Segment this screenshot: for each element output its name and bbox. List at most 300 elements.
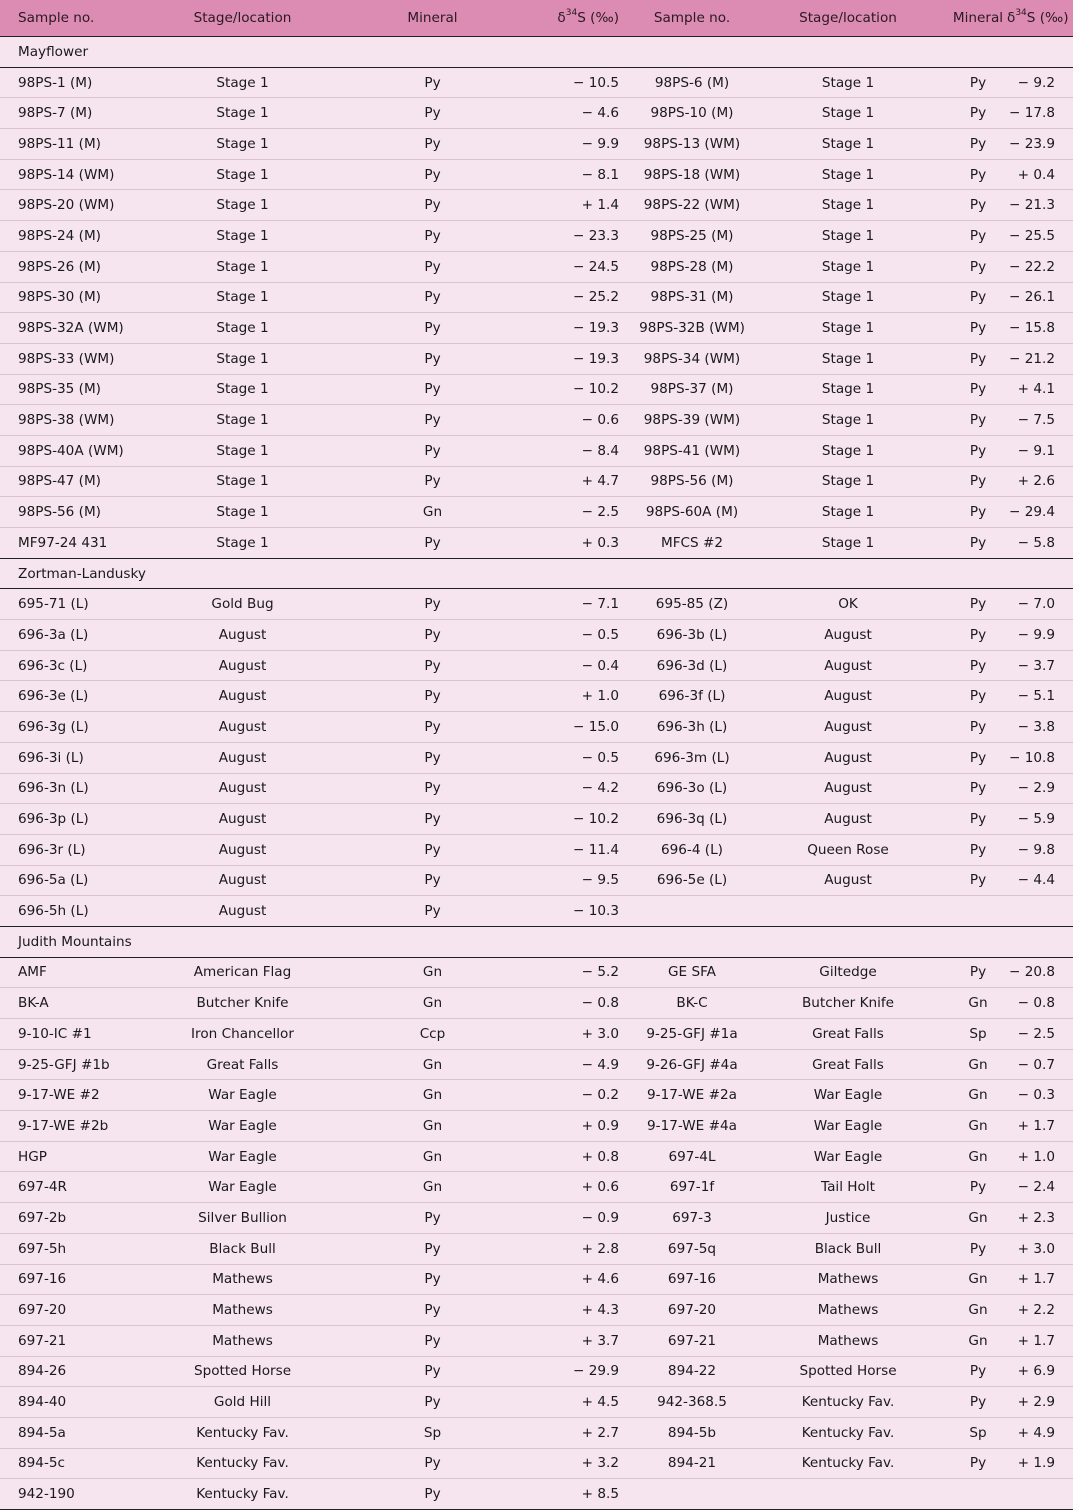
cell-mineral: Py xyxy=(365,282,500,313)
cell-delta34s: − 0.4 xyxy=(500,650,637,681)
cell-mineral-2: Py xyxy=(949,251,1007,282)
table-row xyxy=(0,589,1073,620)
cell-sample-no: 98PS-24 (M) xyxy=(0,221,120,252)
cell-stage-location-2: Kentucky Fav. xyxy=(747,1417,949,1448)
cell-mineral: Gn xyxy=(365,1172,500,1203)
cell-delta34s: − 25.2 xyxy=(500,282,637,313)
cell-sample-no-2: 696-3h (L) xyxy=(637,712,747,743)
cell-stage-location-2: Black Bull xyxy=(747,1233,949,1264)
cell-sample-no: 894-5c xyxy=(0,1448,120,1479)
cell-sample-no: 696-3g (L) xyxy=(0,712,120,743)
header-mineral-2: Mineral xyxy=(949,0,1007,37)
cell-stage-location: August xyxy=(120,834,365,865)
cell-mineral-2: Py xyxy=(949,374,1007,405)
cell-mineral: Py xyxy=(365,435,500,466)
cell-stage-location-2: Tail Holt xyxy=(747,1172,949,1203)
cell-delta34s-2: − 4.4 xyxy=(1007,865,1073,896)
cell-mineral: Py xyxy=(365,1356,500,1387)
cell-delta34s: − 9.5 xyxy=(500,865,637,896)
cell-delta34s-2: − 23.9 xyxy=(1007,129,1073,160)
cell-delta34s: − 11.4 xyxy=(500,834,637,865)
cell-sample-no: 697-4R xyxy=(0,1172,120,1203)
cell-sample-no-2 xyxy=(637,1479,747,1510)
cell-stage-location: Stage 1 xyxy=(120,282,365,313)
cell-delta34s-2: − 15.8 xyxy=(1007,313,1073,344)
section-row xyxy=(0,37,1073,68)
cell-stage-location: Stage 1 xyxy=(120,374,365,405)
cell-mineral-2: Py xyxy=(949,67,1007,98)
cell-sample-no-2: 696-4 (L) xyxy=(637,834,747,865)
cell-mineral-2: Py xyxy=(949,1387,1007,1418)
cell-stage-location: Stage 1 xyxy=(120,67,365,98)
header-sample-no: Sample no. xyxy=(0,0,120,37)
cell-mineral-2: Py xyxy=(949,159,1007,190)
header-delta34s: $\delta^{34}S$ (‰) xyxy=(500,0,637,37)
cell-delta34s-2: + 2.9 xyxy=(1007,1387,1073,1418)
cell-delta34s-2: − 26.1 xyxy=(1007,282,1073,313)
cell-delta34s-2: + 1.7 xyxy=(1007,1264,1073,1295)
cell-stage-location-2: Stage 1 xyxy=(747,435,949,466)
cell-sample-no-2: 697-4L xyxy=(637,1141,747,1172)
cell-sample-no-2: 9-17-WE #2a xyxy=(637,1080,747,1111)
table-row xyxy=(0,1479,1073,1510)
cell-delta34s-2: + 1.9 xyxy=(1007,1448,1073,1479)
table-row xyxy=(0,1233,1073,1264)
cell-mineral-2: Gn xyxy=(949,1295,1007,1326)
cell-sample-no-2: 98PS-25 (M) xyxy=(637,221,747,252)
cell-mineral-2: Py xyxy=(949,650,1007,681)
cell-sample-no: 697-2b xyxy=(0,1203,120,1234)
cell-sample-no-2: 98PS-13 (WM) xyxy=(637,129,747,160)
cell-stage-location: Stage 1 xyxy=(120,497,365,528)
cell-delta34s: − 0.5 xyxy=(500,620,637,651)
cell-sample-no-2: 697-21 xyxy=(637,1325,747,1356)
cell-delta34s: − 10.2 xyxy=(500,804,637,835)
cell-mineral: Gn xyxy=(365,1049,500,1080)
cell-stage-location-2: Mathews xyxy=(747,1295,949,1326)
cell-delta34s: − 0.8 xyxy=(500,988,637,1019)
cell-sample-no-2: 697-3 xyxy=(637,1203,747,1234)
cell-delta34s-2: − 3.7 xyxy=(1007,650,1073,681)
cell-stage-location: Spotted Horse xyxy=(120,1356,365,1387)
cell-stage-location-2: Stage 1 xyxy=(747,374,949,405)
cell-sample-no-2: 696-3o (L) xyxy=(637,773,747,804)
cell-sample-no: 98PS-7 (M) xyxy=(0,98,120,129)
cell-mineral-2: Py xyxy=(949,712,1007,743)
cell-delta34s-2: − 5.1 xyxy=(1007,681,1073,712)
cell-delta34s: − 19.3 xyxy=(500,313,637,344)
cell-delta34s-2: − 21.2 xyxy=(1007,343,1073,374)
table-row xyxy=(0,1080,1073,1111)
cell-mineral-2: Py xyxy=(949,313,1007,344)
cell-mineral: Py xyxy=(365,374,500,405)
table-row xyxy=(0,67,1073,98)
cell-mineral-2: Py xyxy=(949,1356,1007,1387)
table-row xyxy=(0,1049,1073,1080)
cell-mineral: Gn xyxy=(365,1141,500,1172)
table-row xyxy=(0,435,1073,466)
cell-delta34s-2: − 29.4 xyxy=(1007,497,1073,528)
cell-stage-location: August xyxy=(120,865,365,896)
cell-delta34s-2: − 25.5 xyxy=(1007,221,1073,252)
cell-sample-no-2: 98PS-41 (WM) xyxy=(637,435,747,466)
cell-mineral-2: Py xyxy=(949,620,1007,651)
cell-delta34s-2: − 2.5 xyxy=(1007,1019,1073,1050)
table-row xyxy=(0,251,1073,282)
table-row xyxy=(0,1172,1073,1203)
cell-stage-location: Stage 1 xyxy=(120,343,365,374)
table-row xyxy=(0,1448,1073,1479)
cell-stage-location-2: Mathews xyxy=(747,1325,949,1356)
cell-mineral-2: Py xyxy=(949,435,1007,466)
cell-stage-location-2: Stage 1 xyxy=(747,159,949,190)
cell-stage-location: Black Bull xyxy=(120,1233,365,1264)
cell-delta34s: − 10.3 xyxy=(500,896,637,927)
cell-stage-location: War Eagle xyxy=(120,1172,365,1203)
table-row xyxy=(0,528,1073,559)
section-title: Mayflower xyxy=(0,37,1073,68)
cell-mineral: Py xyxy=(365,67,500,98)
cell-mineral-2: Py xyxy=(949,957,1007,988)
cell-delta34s-2: − 0.8 xyxy=(1007,988,1073,1019)
cell-sample-no-2: 98PS-34 (WM) xyxy=(637,343,747,374)
table-row xyxy=(0,98,1073,129)
cell-delta34s-2: − 0.3 xyxy=(1007,1080,1073,1111)
cell-delta34s-2: − 5.8 xyxy=(1007,528,1073,559)
cell-delta34s-2: + 1.7 xyxy=(1007,1325,1073,1356)
cell-delta34s-2: + 4.1 xyxy=(1007,374,1073,405)
cell-stage-location: Stage 1 xyxy=(120,466,365,497)
cell-mineral: Py xyxy=(365,221,500,252)
cell-stage-location-2: August xyxy=(747,650,949,681)
cell-delta34s: + 1.4 xyxy=(500,190,637,221)
cell-mineral-2 xyxy=(949,896,1007,927)
cell-mineral-2: Py xyxy=(949,528,1007,559)
cell-mineral: Py xyxy=(365,1203,500,1234)
cell-delta34s-2: − 9.8 xyxy=(1007,834,1073,865)
cell-stage-location-2: War Eagle xyxy=(747,1080,949,1111)
cell-stage-location-2: Queen Rose xyxy=(747,834,949,865)
cell-mineral-2: Gn xyxy=(949,1203,1007,1234)
cell-delta34s: − 19.3 xyxy=(500,343,637,374)
cell-delta34s-2: − 7.0 xyxy=(1007,589,1073,620)
table-row xyxy=(0,1264,1073,1295)
table-row xyxy=(0,834,1073,865)
cell-stage-location: Great Falls xyxy=(120,1049,365,1080)
cell-delta34s: + 4.7 xyxy=(500,466,637,497)
cell-sample-no: 9-10-IC #1 xyxy=(0,1019,120,1050)
table-row xyxy=(0,1203,1073,1234)
table-row xyxy=(0,343,1073,374)
cell-sample-no: 697-21 xyxy=(0,1325,120,1356)
cell-stage-location: Kentucky Fav. xyxy=(120,1417,365,1448)
table-row xyxy=(0,1111,1073,1142)
cell-stage-location: August xyxy=(120,650,365,681)
cell-mineral: Py xyxy=(365,712,500,743)
cell-mineral-2: Py xyxy=(949,865,1007,896)
cell-delta34s: − 0.5 xyxy=(500,742,637,773)
cell-stage-location: War Eagle xyxy=(120,1080,365,1111)
section-title: Judith Mountains xyxy=(0,926,1073,957)
cell-sample-no-2: 9-25-GFJ #1a xyxy=(637,1019,747,1050)
cell-delta34s-2: − 9.2 xyxy=(1007,67,1073,98)
cell-delta34s: + 4.5 xyxy=(500,1387,637,1418)
cell-mineral: Gn xyxy=(365,988,500,1019)
cell-delta34s-2: − 10.8 xyxy=(1007,742,1073,773)
cell-mineral: Gn xyxy=(365,1111,500,1142)
cell-stage-location: Stage 1 xyxy=(120,98,365,129)
cell-delta34s-2 xyxy=(1007,896,1073,927)
cell-mineral: Py xyxy=(365,98,500,129)
cell-stage-location: August xyxy=(120,620,365,651)
cell-sample-no-2: 894-22 xyxy=(637,1356,747,1387)
table-row xyxy=(0,865,1073,896)
cell-delta34s: + 3.2 xyxy=(500,1448,637,1479)
table-row xyxy=(0,129,1073,160)
cell-sample-no: 9-17-WE #2 xyxy=(0,1080,120,1111)
cell-mineral-2: Py xyxy=(949,343,1007,374)
table-row xyxy=(0,466,1073,497)
cell-delta34s: − 23.3 xyxy=(500,221,637,252)
cell-stage-location-2: Stage 1 xyxy=(747,313,949,344)
cell-delta34s: − 10.5 xyxy=(500,67,637,98)
cell-mineral: Py xyxy=(365,834,500,865)
cell-mineral: Py xyxy=(365,1448,500,1479)
table-row xyxy=(0,282,1073,313)
cell-delta34s: + 0.6 xyxy=(500,1172,637,1203)
cell-sample-no-2: 98PS-28 (M) xyxy=(637,251,747,282)
table-row xyxy=(0,1387,1073,1418)
cell-delta34s-2: + 3.0 xyxy=(1007,1233,1073,1264)
section-row xyxy=(0,558,1073,589)
cell-stage-location: Stage 1 xyxy=(120,405,365,436)
cell-mineral-2: Py xyxy=(949,282,1007,313)
table-row xyxy=(0,896,1073,927)
cell-delta34s-2: − 17.8 xyxy=(1007,98,1073,129)
cell-stage-location-2: Great Falls xyxy=(747,1049,949,1080)
table-row xyxy=(0,957,1073,988)
cell-delta34s-2: − 21.3 xyxy=(1007,190,1073,221)
cell-stage-location-2: Stage 1 xyxy=(747,98,949,129)
cell-sample-no: 697-5h xyxy=(0,1233,120,1264)
cell-delta34s-2: + 1.7 xyxy=(1007,1111,1073,1142)
cell-sample-no-2: 696-3q (L) xyxy=(637,804,747,835)
cell-sample-no-2: 894-21 xyxy=(637,1448,747,1479)
cell-sample-no-2: 942-368.5 xyxy=(637,1387,747,1418)
cell-sample-no: 697-20 xyxy=(0,1295,120,1326)
cell-mineral: Py xyxy=(365,1295,500,1326)
cell-mineral: Py xyxy=(365,528,500,559)
cell-mineral-2: Py xyxy=(949,221,1007,252)
cell-delta34s-2: − 2.9 xyxy=(1007,773,1073,804)
cell-mineral: Py xyxy=(365,1233,500,1264)
cell-sample-no: HGP xyxy=(0,1141,120,1172)
cell-mineral: Py xyxy=(365,313,500,344)
cell-delta34s-2: − 7.5 xyxy=(1007,405,1073,436)
cell-sample-no-2: 98PS-22 (WM) xyxy=(637,190,747,221)
cell-stage-location: Stage 1 xyxy=(120,528,365,559)
cell-sample-no: 696-3r (L) xyxy=(0,834,120,865)
table-row xyxy=(0,712,1073,743)
cell-stage-location: August xyxy=(120,804,365,835)
table-row xyxy=(0,1141,1073,1172)
table-row xyxy=(0,804,1073,835)
cell-mineral-2: Py xyxy=(949,1172,1007,1203)
cell-mineral: Py xyxy=(365,1325,500,1356)
cell-mineral: Py xyxy=(365,1479,500,1510)
cell-stage-location: August xyxy=(120,712,365,743)
table-row xyxy=(0,620,1073,651)
cell-stage-location: Iron Chancellor xyxy=(120,1019,365,1050)
cell-stage-location: Stage 1 xyxy=(120,435,365,466)
cell-delta34s-2: − 2.4 xyxy=(1007,1172,1073,1203)
cell-sample-no-2: 696-3d (L) xyxy=(637,650,747,681)
table-row xyxy=(0,313,1073,344)
cell-stage-location-2: August xyxy=(747,742,949,773)
cell-delta34s: + 2.7 xyxy=(500,1417,637,1448)
cell-sample-no: 98PS-47 (M) xyxy=(0,466,120,497)
cell-stage-location: August xyxy=(120,773,365,804)
cell-sample-no-2: 98PS-18 (WM) xyxy=(637,159,747,190)
cell-sample-no-2: 697-20 xyxy=(637,1295,747,1326)
cell-stage-location-2: August xyxy=(747,681,949,712)
cell-sample-no-2: 98PS-37 (M) xyxy=(637,374,747,405)
cell-delta34s: − 4.2 xyxy=(500,773,637,804)
cell-stage-location-2: Stage 1 xyxy=(747,221,949,252)
table-row xyxy=(0,374,1073,405)
cell-sample-no: AMF xyxy=(0,957,120,988)
cell-stage-location: Mathews xyxy=(120,1295,365,1326)
cell-sample-no: 894-26 xyxy=(0,1356,120,1387)
section-row xyxy=(0,926,1073,957)
cell-delta34s: + 0.8 xyxy=(500,1141,637,1172)
cell-sample-no: 98PS-30 (M) xyxy=(0,282,120,313)
cell-delta34s-2: + 4.9 xyxy=(1007,1417,1073,1448)
cell-mineral-2: Gn xyxy=(949,1264,1007,1295)
cell-sample-no-2: 98PS-32B (WM) xyxy=(637,313,747,344)
cell-stage-location-2: Mathews xyxy=(747,1264,949,1295)
cell-mineral-2: Py xyxy=(949,98,1007,129)
cell-mineral: Py xyxy=(365,1387,500,1418)
cell-sample-no-2: 696-5e (L) xyxy=(637,865,747,896)
cell-stage-location-2: Spotted Horse xyxy=(747,1356,949,1387)
cell-stage-location-2: Stage 1 xyxy=(747,190,949,221)
cell-delta34s-2: − 0.7 xyxy=(1007,1049,1073,1080)
cell-sample-no-2: 98PS-31 (M) xyxy=(637,282,747,313)
cell-stage-location-2: Stage 1 xyxy=(747,67,949,98)
cell-delta34s: − 15.0 xyxy=(500,712,637,743)
cell-sample-no-2: 697-5q xyxy=(637,1233,747,1264)
cell-delta34s-2: − 3.8 xyxy=(1007,712,1073,743)
cell-stage-location-2: Stage 1 xyxy=(747,405,949,436)
cell-mineral-2: Gn xyxy=(949,1111,1007,1142)
cell-delta34s: − 29.9 xyxy=(500,1356,637,1387)
cell-delta34s-2: − 9.1 xyxy=(1007,435,1073,466)
cell-stage-location-2: Great Falls xyxy=(747,1019,949,1050)
cell-stage-location-2: War Eagle xyxy=(747,1141,949,1172)
table-body xyxy=(0,37,1073,1510)
cell-stage-location-2: August xyxy=(747,773,949,804)
table-row xyxy=(0,742,1073,773)
cell-stage-location-2: Butcher Knife xyxy=(747,988,949,1019)
cell-sample-no: 98PS-35 (M) xyxy=(0,374,120,405)
cell-sample-no-2: 98PS-60A (M) xyxy=(637,497,747,528)
cell-delta34s: − 10.2 xyxy=(500,374,637,405)
cell-sample-no-2: 98PS-10 (M) xyxy=(637,98,747,129)
cell-delta34s: + 0.3 xyxy=(500,528,637,559)
cell-mineral: Py xyxy=(365,620,500,651)
cell-stage-location: Stage 1 xyxy=(120,221,365,252)
cell-mineral-2: Py xyxy=(949,405,1007,436)
cell-delta34s-2: − 5.9 xyxy=(1007,804,1073,835)
cell-delta34s: − 0.2 xyxy=(500,1080,637,1111)
cell-delta34s: + 3.7 xyxy=(500,1325,637,1356)
cell-mineral-2: Py xyxy=(949,681,1007,712)
table-row xyxy=(0,1325,1073,1356)
cell-sample-no: 98PS-26 (M) xyxy=(0,251,120,282)
cell-sample-no-2: 696-3m (L) xyxy=(637,742,747,773)
table-row xyxy=(0,681,1073,712)
cell-delta34s: + 4.6 xyxy=(500,1264,637,1295)
cell-stage-location-2: War Eagle xyxy=(747,1111,949,1142)
cell-mineral-2: Gn xyxy=(949,1080,1007,1111)
cell-stage-location-2: Stage 1 xyxy=(747,343,949,374)
cell-stage-location: Mathews xyxy=(120,1325,365,1356)
header-stage-location-2: Stage/location xyxy=(747,0,949,37)
cell-stage-location-2 xyxy=(747,896,949,927)
cell-sample-no: MF97-24 431 xyxy=(0,528,120,559)
cell-mineral-2: Py xyxy=(949,834,1007,865)
cell-mineral-2: Gn xyxy=(949,1141,1007,1172)
cell-delta34s-2: + 2.3 xyxy=(1007,1203,1073,1234)
cell-stage-location-2: Stage 1 xyxy=(747,282,949,313)
cell-delta34s-2: + 2.2 xyxy=(1007,1295,1073,1326)
cell-sample-no: 697-16 xyxy=(0,1264,120,1295)
cell-sample-no: 696-3p (L) xyxy=(0,804,120,835)
cell-stage-location: War Eagle xyxy=(120,1141,365,1172)
table-row xyxy=(0,1019,1073,1050)
header-stage-location: Stage/location xyxy=(120,0,365,37)
cell-sample-no: 695-71 (L) xyxy=(0,589,120,620)
cell-stage-location: Butcher Knife xyxy=(120,988,365,1019)
table-row xyxy=(0,650,1073,681)
cell-stage-location-2: Stage 1 xyxy=(747,528,949,559)
cell-mineral-2: Py xyxy=(949,804,1007,835)
table-row xyxy=(0,159,1073,190)
cell-sample-no: 98PS-38 (WM) xyxy=(0,405,120,436)
cell-mineral: Sp xyxy=(365,1417,500,1448)
header-mineral: Mineral xyxy=(365,0,500,37)
cell-stage-location: Stage 1 xyxy=(120,159,365,190)
section-title: Zortman-Landusky xyxy=(0,558,1073,589)
cell-mineral: Py xyxy=(365,589,500,620)
cell-sample-no: 98PS-32A (WM) xyxy=(0,313,120,344)
cell-stage-location: Kentucky Fav. xyxy=(120,1448,365,1479)
table-row xyxy=(0,405,1073,436)
cell-sample-no: BK-A xyxy=(0,988,120,1019)
cell-stage-location-2: Stage 1 xyxy=(747,466,949,497)
cell-sample-no-2: 9-17-WE #4a xyxy=(637,1111,747,1142)
cell-mineral: Py xyxy=(365,773,500,804)
cell-sample-no: 942-190 xyxy=(0,1479,120,1510)
cell-sample-no: 696-5h (L) xyxy=(0,896,120,927)
cell-delta34s-2: − 9.9 xyxy=(1007,620,1073,651)
cell-sample-no: 696-3i (L) xyxy=(0,742,120,773)
cell-delta34s: − 4.9 xyxy=(500,1049,637,1080)
cell-mineral-2: Py xyxy=(949,129,1007,160)
cell-mineral-2: Py xyxy=(949,497,1007,528)
cell-stage-location: Gold Bug xyxy=(120,589,365,620)
